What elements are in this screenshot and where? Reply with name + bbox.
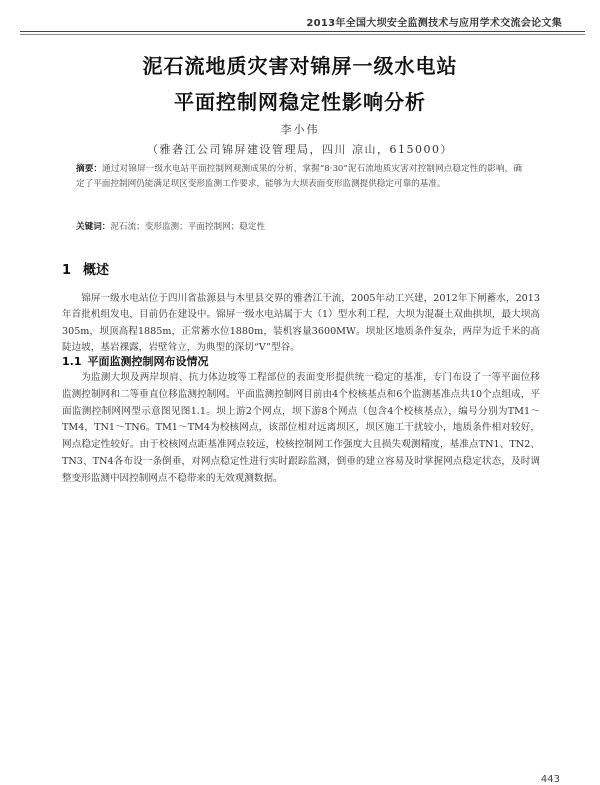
subsection-title: 平面监测控制网布设情况: [87, 355, 209, 368]
paper-title-line2: 平面控制网稳定性影响分析: [174, 90, 426, 114]
page-number: 443: [540, 774, 560, 785]
overview-paragraph: 锦屏一级水电站位于四川省盐源县与木里县交界的雅砻江干流，2005年动工兴建，2012年下闸蓄水，2013年首批机组发电，目前仍在建设中。锦屏一级水电站属于大（1）型水利工程，大坝为混凝土双曲拱坝，最大坝高305m，坝顶高程1885m，正常蓄水位1880m，装机容量3600MW。坝址区地质条件复杂，两岸为近千米的高陡边坡，基岩裸露，岩壁耸立，为典型的深切“V”型谷。: [62, 293, 540, 354]
section-heading-overview: [62, 259, 109, 278]
header-rule: [20, 31, 585, 32]
abstract-label: 摘要：: [76, 164, 103, 174]
keywords: [76, 220, 522, 234]
keywords-label: 关键词：: [76, 222, 111, 232]
keywords-text: 泥石流；变形监测；平面控制网；稳定性: [110, 222, 266, 232]
section-number: 1: [62, 263, 72, 278]
control-network-paragraph: 为监测大坝及两岸坝肩、抗力体边坡等工程部位的表面变形提供统一稳定的基准，专门布设了一等平面位移监测控制网和二等垂直位移监测控制网。平面监测控制网目前由4个校核基点和6个监测基准点共10个点组成，平面监测控制网网型示意图见图1.1。坝上游2个网点，坝下游8个网点（包含4个校核基点），编号分别为TM1～TM4，TN1～TN6。TM1～TM4为校核网点，该部位相对远离坝区，坝区施工干扰较小，地质条件相对较好，网点稳定性较好。由于校核网点距基准网点较远，校核控制网工作强度大且损失观测精度，基准点TN1、TN2、TN3、TN4各布设一条倒垂，对网点稳定性进行实时跟踪监测，倒垂的建立容易及时掌握网点稳定状态，及时调整变形监测中因控制网点不稳带来的无效观测数据。: [62, 372, 540, 484]
section-title: 概述: [83, 263, 110, 278]
abstract-text: 通过对锦屏一级水电站平面控制网观测成果的分析，掌握“8·30”泥石流地质灾害对控制网点稳定性的影响，确定了平面控制网仍能满足坝区变形监测工作要求，能够为大坝表面变形监测提供稳定可靠的基准。: [76, 164, 522, 189]
paper-title-line1: 泥石流地质灾害对锦屏一级水电站: [142, 54, 458, 78]
header-rule-thin: [20, 34, 585, 35]
author-affiliation: （雅砻江公司锦屏建设管理局，四川 凉山，615000）: [147, 143, 453, 156]
subsection-heading: [62, 353, 209, 369]
subsection-number: 1.1: [62, 355, 82, 368]
author-name: 李小伟: [280, 123, 320, 136]
abstract: [76, 162, 522, 191]
running-header: 2013年全国大坝安全监测技术与应用学术交流会论文集: [306, 18, 562, 29]
